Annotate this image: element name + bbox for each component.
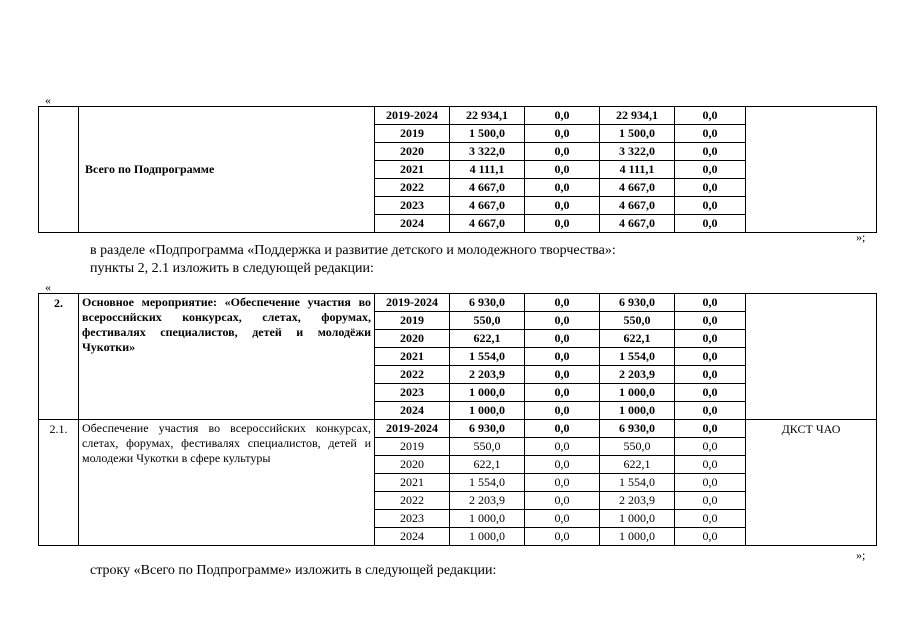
total-cell: 2 203,9 — [450, 366, 525, 384]
close-quote: »; — [856, 230, 866, 244]
district-cell: 4 667,0 — [600, 215, 675, 233]
total-cell: 4 111,1 — [450, 161, 525, 179]
period-cell: 2022 — [375, 366, 450, 384]
federal-cell: 0,0 — [525, 528, 600, 546]
federal-cell: 0,0 — [525, 456, 600, 474]
other-cell: 0,0 — [675, 107, 746, 125]
federal-cell: 0,0 — [525, 294, 600, 312]
federal-cell: 0,0 — [525, 492, 600, 510]
other-cell: 0,0 — [675, 179, 746, 197]
district-cell: 1 554,0 — [600, 348, 675, 366]
other-cell: 0,0 — [675, 384, 746, 402]
total-cell: 1 500,0 — [450, 125, 525, 143]
district-cell: 4 667,0 — [600, 197, 675, 215]
federal-cell: 0,0 — [525, 125, 600, 143]
district-cell: 4 111,1 — [600, 161, 675, 179]
period-cell: 2024 — [375, 215, 450, 233]
federal-cell: 0,0 — [525, 161, 600, 179]
table-row — [39, 420, 877, 438]
paragraph-items: пункты 2, 2.1 изложить в следующей редакции: — [90, 261, 374, 276]
other-cell: 0,0 — [675, 456, 746, 474]
district-cell: 1 000,0 — [600, 510, 675, 528]
other-cell: 0,0 — [675, 420, 746, 438]
federal-cell: 0,0 — [525, 510, 600, 528]
total-cell: 1 000,0 — [450, 402, 525, 420]
item-number — [39, 107, 79, 233]
items-table — [38, 293, 877, 546]
period-cell: 2020 — [375, 143, 450, 161]
federal-cell: 0,0 — [525, 348, 600, 366]
total-cell: 6 930,0 — [450, 294, 525, 312]
total-cell: 3 322,0 — [450, 143, 525, 161]
period-cell: 2021 — [375, 474, 450, 492]
item-description: Обеспечение участия во всероссийских конкурсах, слетах, форумах, фестивалях специалистов, детей и молодежи Чукотки в сфере культуры — [79, 420, 375, 546]
total-cell: 1 000,0 — [450, 510, 525, 528]
other-cell: 0,0 — [675, 330, 746, 348]
period-cell: 2019 — [375, 125, 450, 143]
total-cell: 22 934,1 — [450, 107, 525, 125]
period-cell: 2019-2024 — [375, 420, 450, 438]
period-cell: 2023 — [375, 510, 450, 528]
total-cell: 1 554,0 — [450, 348, 525, 366]
total-cell: 622,1 — [450, 456, 525, 474]
table-row — [39, 107, 877, 125]
federal-cell: 0,0 — [525, 366, 600, 384]
total-label: Всего по Подпрограмме — [79, 107, 375, 233]
other-cell: 0,0 — [675, 474, 746, 492]
federal-cell: 0,0 — [525, 197, 600, 215]
other-cell: 0,0 — [675, 492, 746, 510]
district-cell: 550,0 — [600, 438, 675, 456]
total-cell: 622,1 — [450, 330, 525, 348]
federal-cell: 0,0 — [525, 312, 600, 330]
period-cell: 2019 — [375, 312, 450, 330]
total-cell: 1 554,0 — [450, 474, 525, 492]
item-number: 2. — [39, 294, 79, 420]
other-cell: 0,0 — [675, 294, 746, 312]
total-cell: 2 203,9 — [450, 492, 525, 510]
total-cell: 4 667,0 — [450, 197, 525, 215]
period-cell: 2020 — [375, 330, 450, 348]
district-cell: 2 203,9 — [600, 366, 675, 384]
other-cell: 0,0 — [675, 312, 746, 330]
period-cell: 2023 — [375, 384, 450, 402]
district-cell: 3 322,0 — [600, 143, 675, 161]
executor-cell — [746, 294, 877, 420]
district-cell: 1 000,0 — [600, 402, 675, 420]
district-cell: 622,1 — [600, 456, 675, 474]
district-cell: 6 930,0 — [600, 420, 675, 438]
federal-cell: 0,0 — [525, 384, 600, 402]
total-cell: 6 930,0 — [450, 420, 525, 438]
other-cell: 0,0 — [675, 161, 746, 179]
federal-cell: 0,0 — [525, 107, 600, 125]
federal-cell: 0,0 — [525, 143, 600, 161]
total-cell: 4 667,0 — [450, 215, 525, 233]
executor-cell: ДКСТ ЧАО — [746, 420, 877, 546]
district-cell: 4 667,0 — [600, 179, 675, 197]
total-cell: 550,0 — [450, 312, 525, 330]
district-cell: 550,0 — [600, 312, 675, 330]
item-description: Основное мероприятие: «Обеспечение участия во всероссийских конкурсах, слетах, форумах, фестивалях специалистов, детей и молодёжи Чукотки» — [79, 294, 375, 420]
paragraph-section: в разделе «Подпрограмма «Поддержка и развитие детского и молодежного творчества»: — [90, 243, 616, 258]
open-quote: « — [45, 280, 51, 294]
other-cell: 0,0 — [675, 366, 746, 384]
federal-cell: 0,0 — [525, 420, 600, 438]
executor-cell — [746, 107, 877, 233]
period-cell: 2019-2024 — [375, 107, 450, 125]
federal-cell: 0,0 — [525, 402, 600, 420]
district-cell: 1 000,0 — [600, 528, 675, 546]
total-cell: 550,0 — [450, 438, 525, 456]
total-cell: 1 000,0 — [450, 528, 525, 546]
paragraph-total-row: строку «Всего по Подпрограмме» изложить в следующей редакции: — [90, 563, 497, 578]
district-cell: 2 203,9 — [600, 492, 675, 510]
district-cell: 1 000,0 — [600, 384, 675, 402]
other-cell: 0,0 — [675, 125, 746, 143]
open-quote: « — [45, 93, 51, 107]
period-cell: 2022 — [375, 492, 450, 510]
other-cell: 0,0 — [675, 143, 746, 161]
other-cell: 0,0 — [675, 528, 746, 546]
other-cell: 0,0 — [675, 510, 746, 528]
period-cell: 2022 — [375, 179, 450, 197]
period-cell: 2019-2024 — [375, 294, 450, 312]
federal-cell: 0,0 — [525, 215, 600, 233]
federal-cell: 0,0 — [525, 330, 600, 348]
other-cell: 0,0 — [675, 197, 746, 215]
period-cell: 2021 — [375, 348, 450, 366]
other-cell: 0,0 — [675, 438, 746, 456]
district-cell: 622,1 — [600, 330, 675, 348]
total-cell: 1 000,0 — [450, 384, 525, 402]
item-number: 2.1. — [39, 420, 79, 546]
total-cell: 4 667,0 — [450, 179, 525, 197]
federal-cell: 0,0 — [525, 474, 600, 492]
federal-cell: 0,0 — [525, 438, 600, 456]
other-cell: 0,0 — [675, 348, 746, 366]
close-quote: »; — [856, 548, 866, 562]
other-cell: 0,0 — [675, 215, 746, 233]
district-cell: 1 554,0 — [600, 474, 675, 492]
period-cell: 2021 — [375, 161, 450, 179]
period-cell: 2020 — [375, 456, 450, 474]
period-cell: 2024 — [375, 402, 450, 420]
federal-cell: 0,0 — [525, 179, 600, 197]
period-cell: 2023 — [375, 197, 450, 215]
district-cell: 1 500,0 — [600, 125, 675, 143]
district-cell: 6 930,0 — [600, 294, 675, 312]
district-cell: 22 934,1 — [600, 107, 675, 125]
period-cell: 2024 — [375, 528, 450, 546]
total-table — [38, 106, 877, 233]
other-cell: 0,0 — [675, 402, 746, 420]
table-row — [39, 294, 877, 312]
period-cell: 2019 — [375, 438, 450, 456]
